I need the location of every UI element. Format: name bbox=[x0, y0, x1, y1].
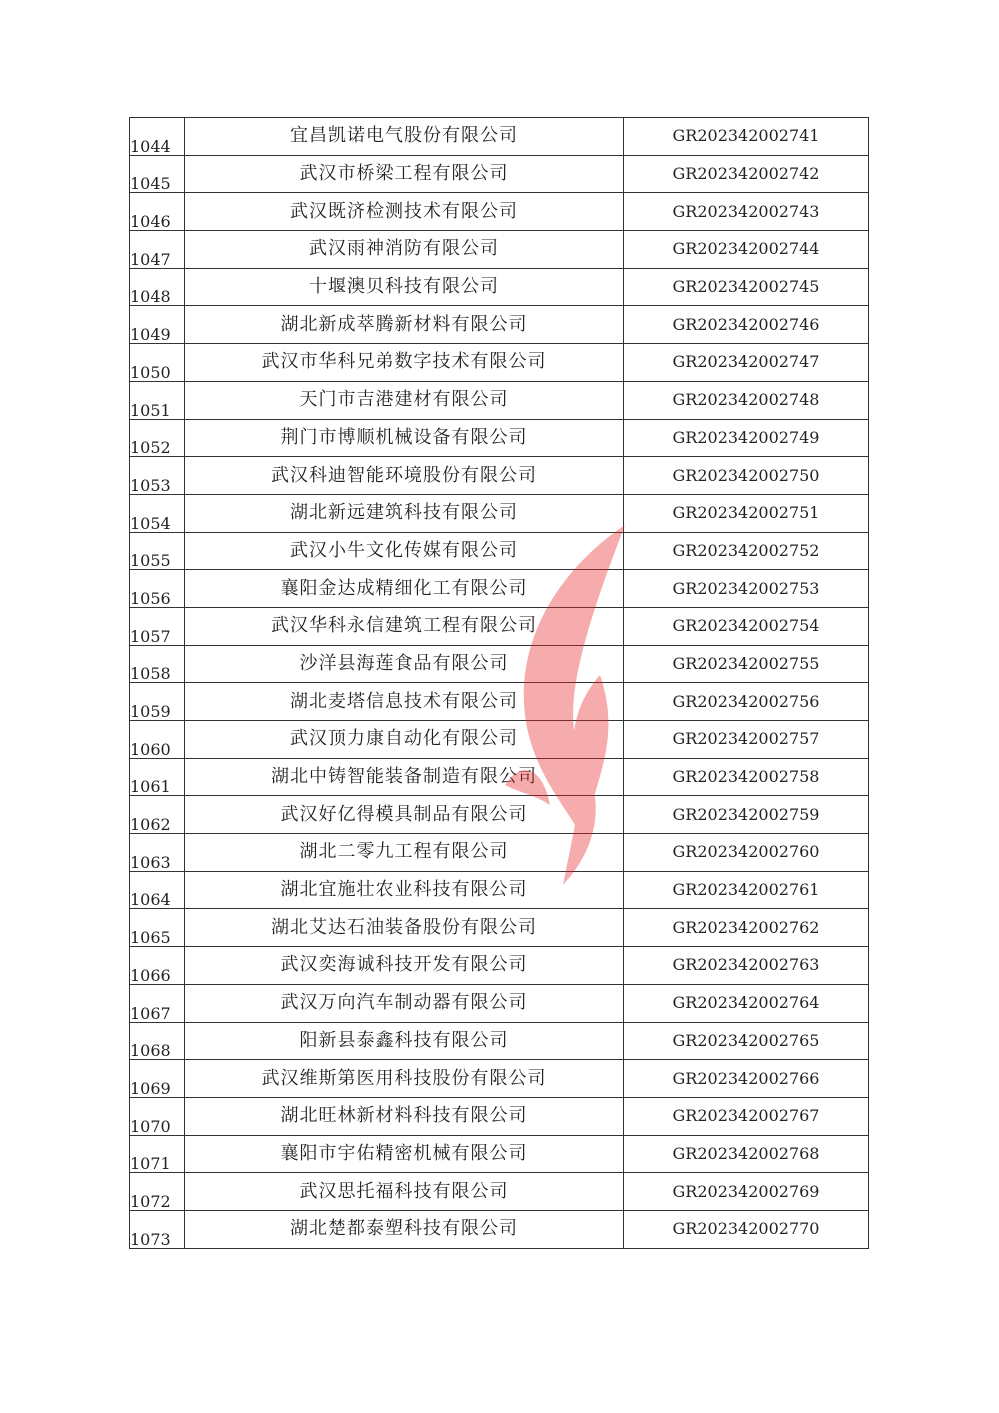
table-row bbox=[130, 1097, 869, 1135]
certificate-number: GR202342002742 bbox=[624, 155, 869, 193]
certificate-number: GR202342002756 bbox=[624, 683, 869, 721]
row-number: 1064 bbox=[130, 871, 185, 909]
certificate-number: GR202342002763 bbox=[624, 947, 869, 985]
row-number: 1050 bbox=[130, 344, 185, 382]
company-name: 武汉市华科兄弟数字技术有限公司 bbox=[185, 344, 624, 382]
certificate-number: GR202342002759 bbox=[624, 796, 869, 834]
row-number: 1057 bbox=[130, 607, 185, 645]
company-name: 沙洋县海莲食品有限公司 bbox=[185, 645, 624, 683]
company-name: 武汉科迪智能环境股份有限公司 bbox=[185, 457, 624, 495]
certificate-number: GR202342002753 bbox=[624, 570, 869, 608]
certificate-number: GR202342002749 bbox=[624, 419, 869, 457]
certificate-number: GR202342002757 bbox=[624, 721, 869, 759]
row-number: 1061 bbox=[130, 758, 185, 796]
row-number: 1048 bbox=[130, 268, 185, 306]
row-number: 1062 bbox=[130, 796, 185, 834]
row-number: 1051 bbox=[130, 381, 185, 419]
certificate-number: GR202342002743 bbox=[624, 193, 869, 231]
row-number: 1073 bbox=[130, 1210, 185, 1248]
table-row bbox=[130, 721, 869, 759]
certificate-number: GR202342002769 bbox=[624, 1173, 869, 1211]
row-number: 1055 bbox=[130, 532, 185, 570]
company-name: 武汉万向汽车制动器有限公司 bbox=[185, 984, 624, 1022]
company-name: 武汉市桥梁工程有限公司 bbox=[185, 155, 624, 193]
company-name: 武汉顶力康自动化有限公司 bbox=[185, 721, 624, 759]
table-row bbox=[130, 419, 869, 457]
certificate-number: GR202342002767 bbox=[624, 1097, 869, 1135]
row-number: 1047 bbox=[130, 231, 185, 269]
table-row bbox=[130, 683, 869, 721]
certificate-number: GR202342002754 bbox=[624, 607, 869, 645]
company-name: 湖北中铸智能装备制造有限公司 bbox=[185, 758, 624, 796]
certificate-number: GR202342002752 bbox=[624, 532, 869, 570]
certificate-number: GR202342002765 bbox=[624, 1022, 869, 1060]
company-name: 天门市吉港建材有限公司 bbox=[185, 381, 624, 419]
certificate-number: GR202342002760 bbox=[624, 834, 869, 872]
certificate-number: GR202342002755 bbox=[624, 645, 869, 683]
company-name: 十堰澳贝科技有限公司 bbox=[185, 268, 624, 306]
table-row bbox=[130, 834, 869, 872]
certificate-number: GR202342002748 bbox=[624, 381, 869, 419]
company-name: 襄阳金达成精细化工有限公司 bbox=[185, 570, 624, 608]
company-name: 湖北宜施壮农业科技有限公司 bbox=[185, 871, 624, 909]
company-list-table bbox=[129, 117, 869, 1249]
table-row bbox=[130, 344, 869, 382]
table-row bbox=[130, 909, 869, 947]
table-row bbox=[130, 1135, 869, 1173]
table-row bbox=[130, 871, 869, 909]
table-row bbox=[130, 1210, 869, 1248]
table-row bbox=[130, 1022, 869, 1060]
row-number: 1070 bbox=[130, 1097, 185, 1135]
certificate-number: GR202342002761 bbox=[624, 871, 869, 909]
table-row bbox=[130, 947, 869, 985]
row-number: 1045 bbox=[130, 155, 185, 193]
table-row bbox=[130, 758, 869, 796]
certificate-number: GR202342002770 bbox=[624, 1210, 869, 1248]
company-name: 武汉维斯第医用科技股份有限公司 bbox=[185, 1060, 624, 1098]
company-name: 武汉思托福科技有限公司 bbox=[185, 1173, 624, 1211]
row-number: 1071 bbox=[130, 1135, 185, 1173]
table-row bbox=[130, 306, 869, 344]
company-name: 湖北楚都泰塑科技有限公司 bbox=[185, 1210, 624, 1248]
table-row bbox=[130, 645, 869, 683]
row-number: 1069 bbox=[130, 1060, 185, 1098]
certificate-number: GR202342002750 bbox=[624, 457, 869, 495]
row-number: 1063 bbox=[130, 834, 185, 872]
table-row bbox=[130, 984, 869, 1022]
company-name: 武汉小牛文化传媒有限公司 bbox=[185, 532, 624, 570]
row-number: 1049 bbox=[130, 306, 185, 344]
table-row bbox=[130, 231, 869, 269]
company-name: 武汉华科永信建筑工程有限公司 bbox=[185, 607, 624, 645]
table-row bbox=[130, 268, 869, 306]
table-row bbox=[130, 193, 869, 231]
row-number: 1053 bbox=[130, 457, 185, 495]
company-name: 武汉雨神消防有限公司 bbox=[185, 231, 624, 269]
company-name: 阳新县泰鑫科技有限公司 bbox=[185, 1022, 624, 1060]
table-row bbox=[130, 1060, 869, 1098]
row-number: 1060 bbox=[130, 721, 185, 759]
company-name: 湖北艾达石油装备股份有限公司 bbox=[185, 909, 624, 947]
row-number: 1052 bbox=[130, 419, 185, 457]
table-row bbox=[130, 494, 869, 532]
company-name: 荆门市博顺机械设备有限公司 bbox=[185, 419, 624, 457]
table-row bbox=[130, 155, 869, 193]
company-name: 武汉既济检测技术有限公司 bbox=[185, 193, 624, 231]
certificate-number: GR202342002762 bbox=[624, 909, 869, 947]
row-number: 1058 bbox=[130, 645, 185, 683]
company-name: 武汉好亿得模具制品有限公司 bbox=[185, 796, 624, 834]
certificate-number: GR202342002744 bbox=[624, 231, 869, 269]
row-number: 1044 bbox=[130, 118, 185, 156]
certificate-number: GR202342002766 bbox=[624, 1060, 869, 1098]
row-number: 1072 bbox=[130, 1173, 185, 1211]
certificate-number: GR202342002747 bbox=[624, 344, 869, 382]
company-name: 湖北麦塔信息技术有限公司 bbox=[185, 683, 624, 721]
table-row bbox=[130, 570, 869, 608]
row-number: 1046 bbox=[130, 193, 185, 231]
certificate-number: GR202342002768 bbox=[624, 1135, 869, 1173]
table-row bbox=[130, 457, 869, 495]
row-number: 1056 bbox=[130, 570, 185, 608]
certificate-number: GR202342002758 bbox=[624, 758, 869, 796]
company-name: 宜昌凯诺电气股份有限公司 bbox=[185, 118, 624, 156]
company-name: 湖北旺林新材料科技有限公司 bbox=[185, 1097, 624, 1135]
row-number: 1065 bbox=[130, 909, 185, 947]
certificate-number: GR202342002751 bbox=[624, 494, 869, 532]
certificate-number: GR202342002746 bbox=[624, 306, 869, 344]
row-number: 1054 bbox=[130, 494, 185, 532]
row-number: 1059 bbox=[130, 683, 185, 721]
table-body bbox=[130, 118, 869, 1249]
company-name: 湖北新远建筑科技有限公司 bbox=[185, 494, 624, 532]
certificate-number: GR202342002741 bbox=[624, 118, 869, 156]
company-name: 武汉奕海诚科技开发有限公司 bbox=[185, 947, 624, 985]
certificate-number: GR202342002745 bbox=[624, 268, 869, 306]
company-name: 湖北新成萃腾新材料有限公司 bbox=[185, 306, 624, 344]
table-row bbox=[130, 1173, 869, 1211]
table-row bbox=[130, 607, 869, 645]
table-row bbox=[130, 381, 869, 419]
row-number: 1068 bbox=[130, 1022, 185, 1060]
company-name: 襄阳市宇佑精密机械有限公司 bbox=[185, 1135, 624, 1173]
table-row bbox=[130, 796, 869, 834]
certificate-number: GR202342002764 bbox=[624, 984, 869, 1022]
row-number: 1066 bbox=[130, 947, 185, 985]
row-number: 1067 bbox=[130, 984, 185, 1022]
table-row bbox=[130, 532, 869, 570]
table-row bbox=[130, 118, 869, 156]
company-name: 湖北二零九工程有限公司 bbox=[185, 834, 624, 872]
